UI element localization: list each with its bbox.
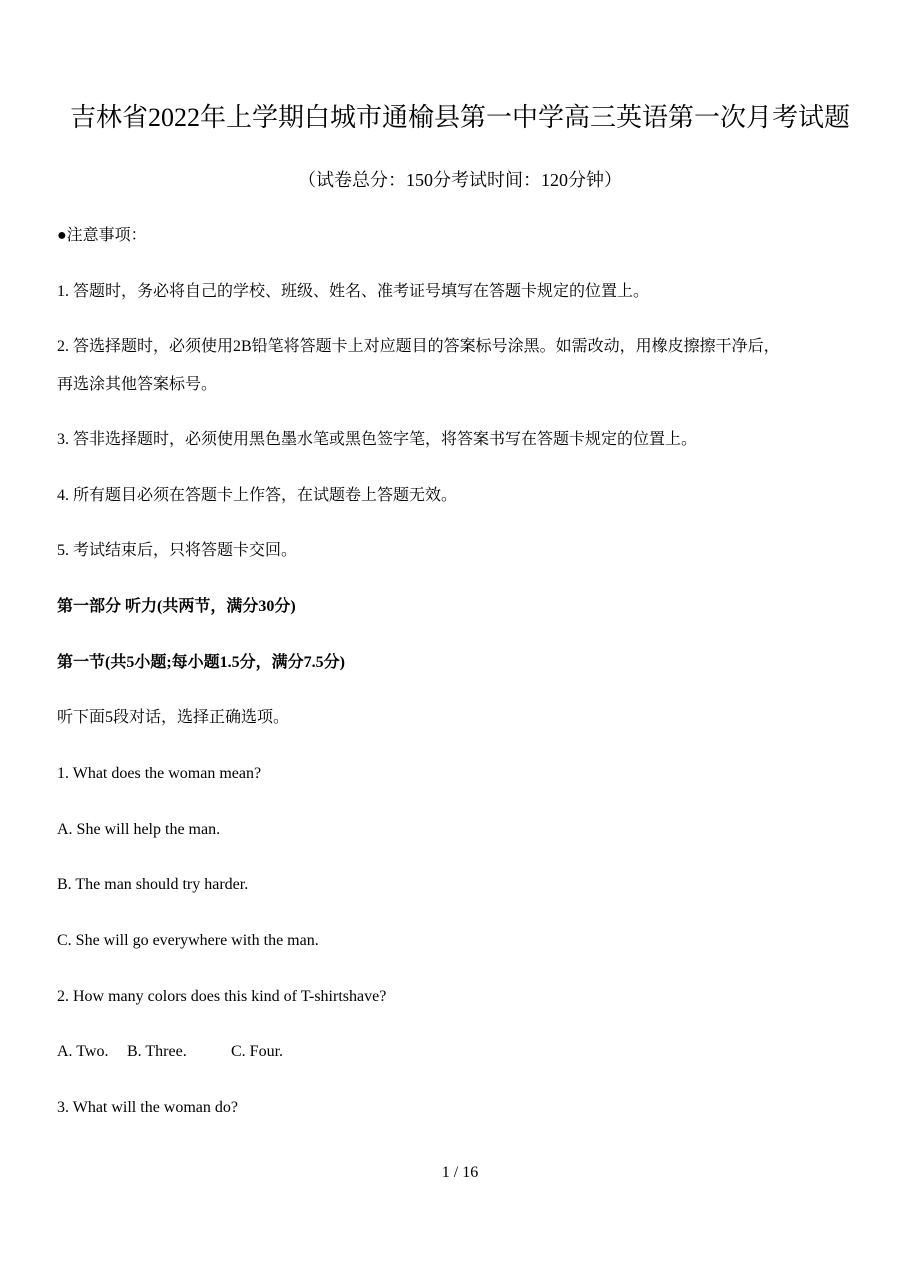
page-number: 1 / 16 bbox=[441, 1164, 479, 1181]
notice-item: 5. 考试结束后，只将答题卡交回。 bbox=[57, 542, 298, 559]
q1-option-c: C. She will go everywhere with the man. bbox=[57, 932, 319, 949]
question-1: 1. What does the woman mean? bbox=[57, 765, 262, 782]
question-2: 2. How many colors does this kind of T-shirtshave? bbox=[57, 988, 387, 1005]
q1-option-a: A. She will help the man. bbox=[57, 821, 221, 838]
notice-item: 1. 答题时，务必将自己的学校、班级、姓名、准考证号填写在答题卡规定的位置上。 bbox=[57, 283, 650, 300]
question-3: 3. What will the woman do? bbox=[57, 1099, 238, 1116]
notice-item: 3. 答非选择题时，必须使用黑色墨水笔或黑色签字笔，将答案书写在答题卡规定的位置上。 bbox=[57, 431, 698, 448]
q2-option-b: B. Three. bbox=[127, 1043, 187, 1060]
q2-option-a: A. Two. bbox=[57, 1043, 109, 1060]
notice-item: 4. 所有题目必须在答题卡上作答，在试题卷上答题无效。 bbox=[57, 487, 458, 504]
instruction: 听下面5段对话，选择正确选项。 bbox=[57, 709, 290, 726]
section1-heading: 第一节(共5小题;每小题1.5分，满分7.5分) bbox=[57, 654, 345, 671]
notice-heading: ●注意事项： bbox=[57, 227, 147, 244]
q2-option-c: C. Four. bbox=[231, 1043, 284, 1060]
document-title: 吉林省2022年上学期白城市通榆县第一中学高三英语第一次月考试题 bbox=[69, 103, 850, 132]
part1-heading: 第一部分 听力(共两节，满分30分) bbox=[57, 598, 296, 615]
q1-option-b: B. The man should try harder. bbox=[57, 876, 249, 893]
document-subtitle: （试卷总分：150分考试时间：120分钟） bbox=[298, 170, 622, 190]
notice-item: 2. 答选择题时，必须使用2B铅笔将答题卡上对应题目的答案标号涂黑。如需改动，用橡皮擦擦干净后， bbox=[57, 338, 780, 355]
notice-item-continued: 再选涂其他答案标号。 bbox=[57, 376, 218, 393]
